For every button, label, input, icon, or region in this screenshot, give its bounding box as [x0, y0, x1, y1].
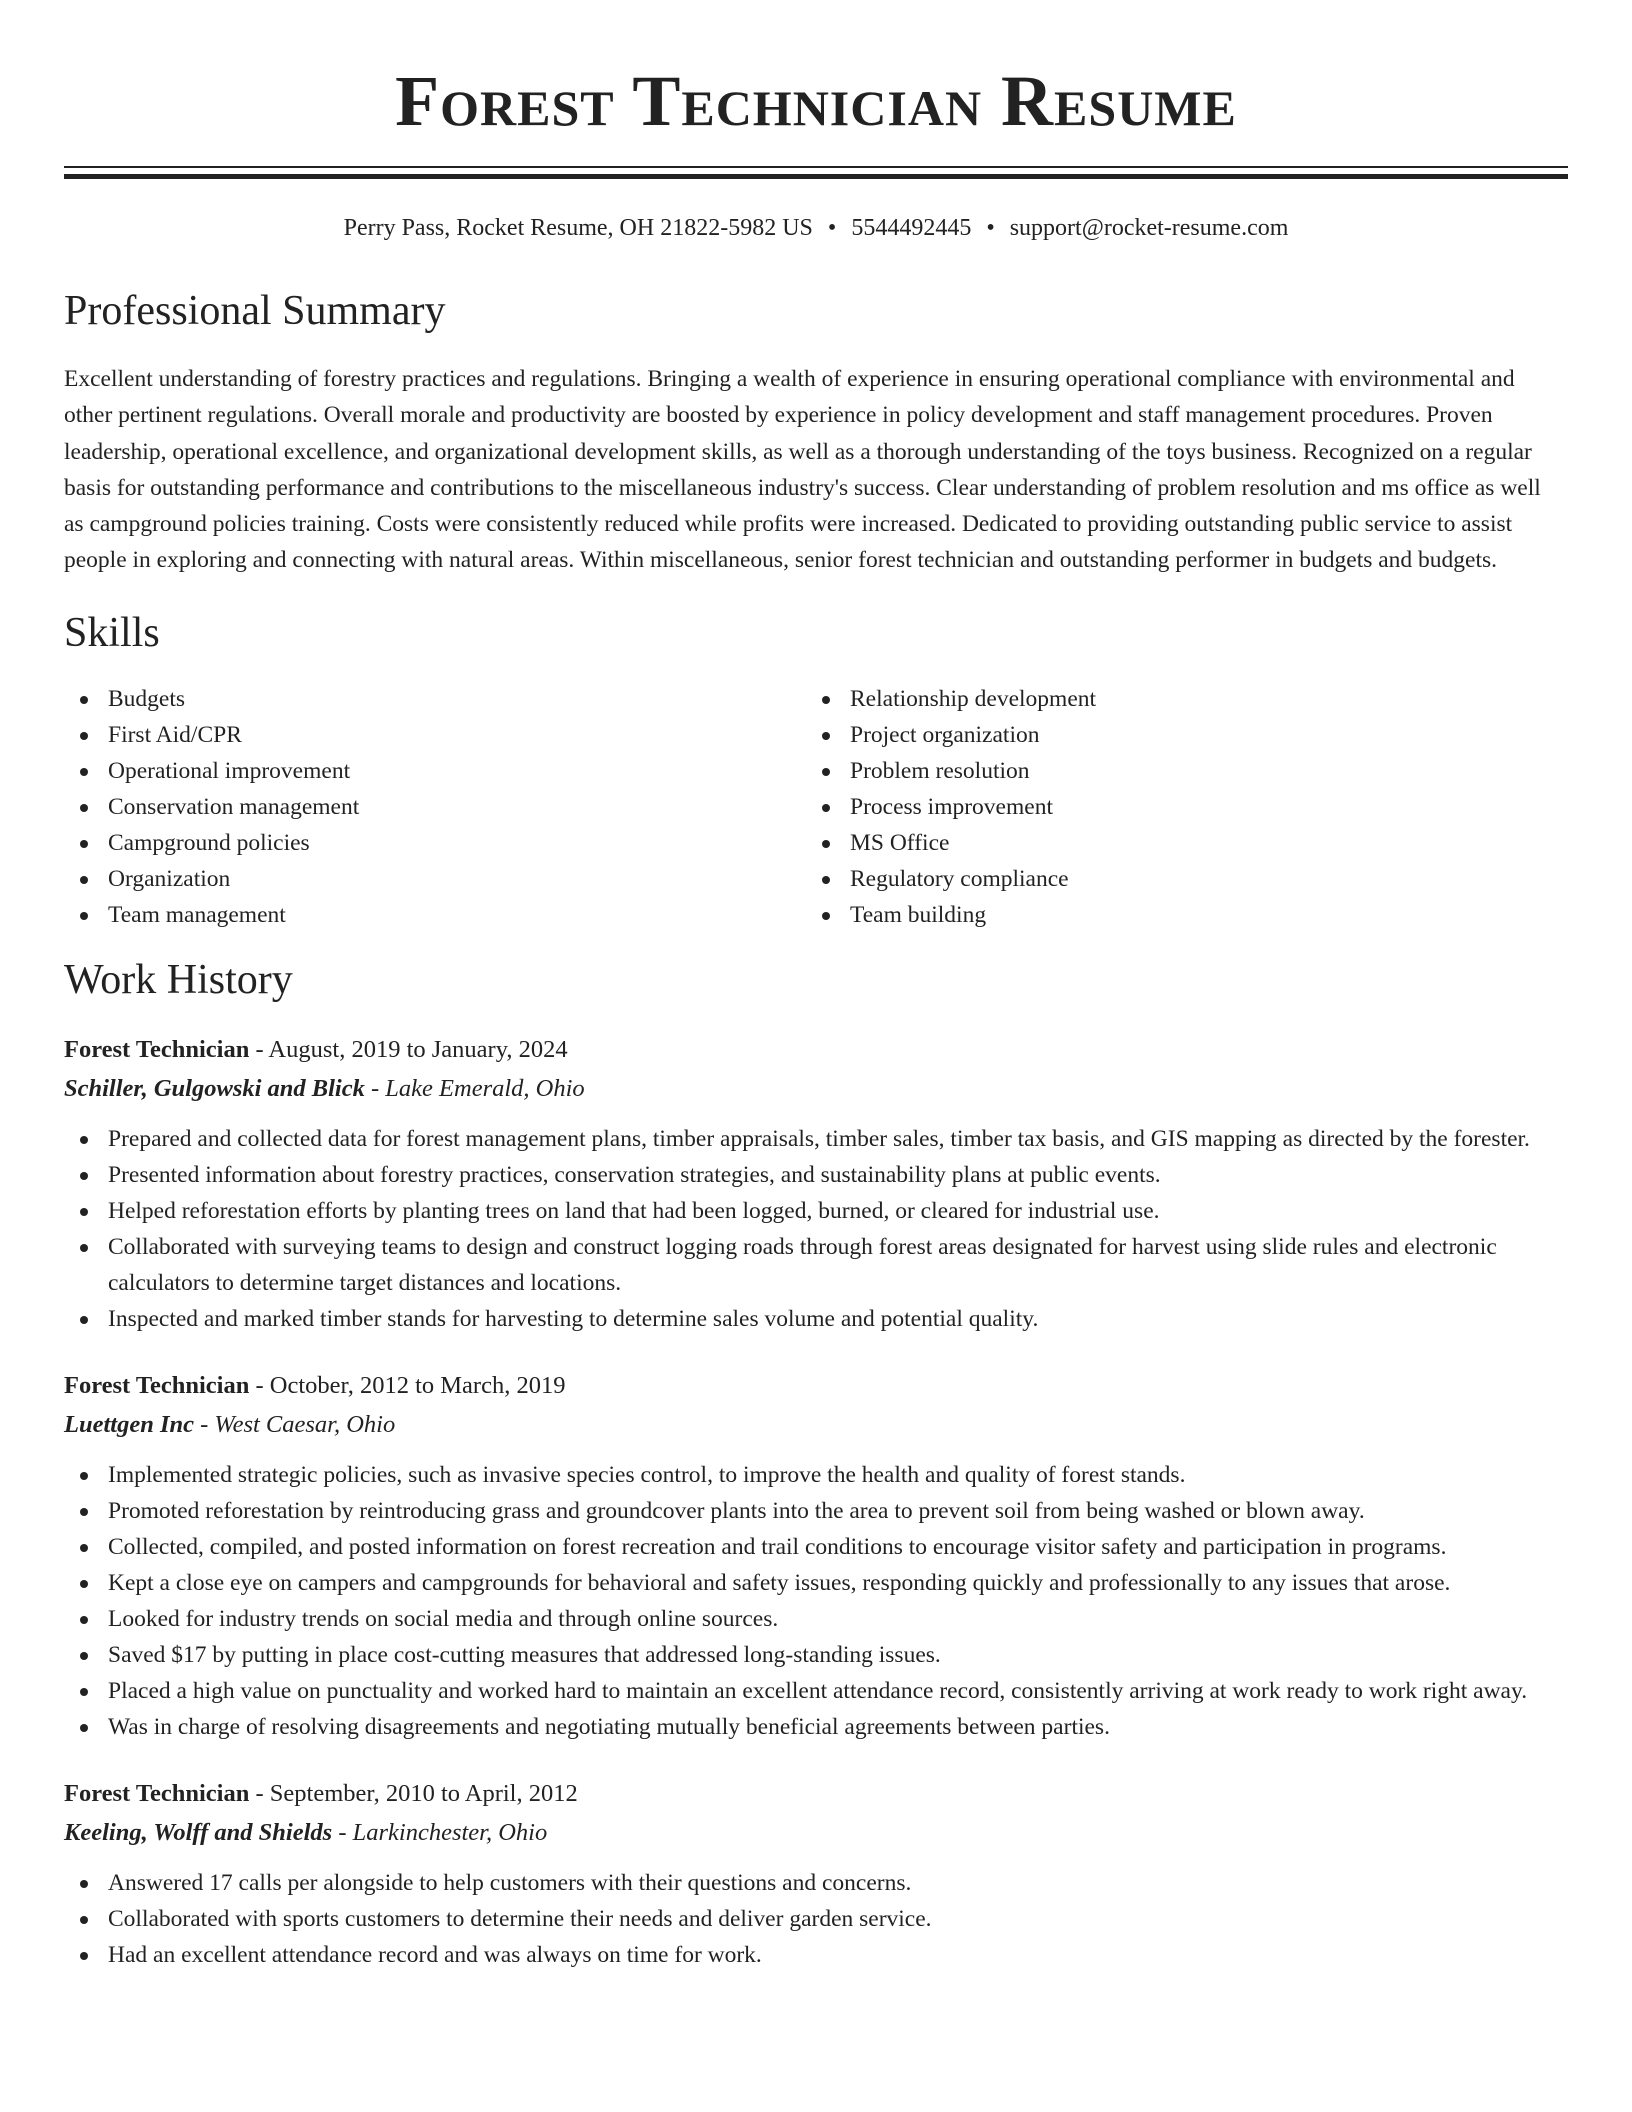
duty-item: Collected, compiled, and posted information on forest recreation and trail conditions to encourage visitor safety and participation in programs.: [64, 1529, 1568, 1565]
skill-item: Regulatory compliance: [806, 861, 1548, 897]
job-entry: [64, 1367, 1568, 1745]
job-company: Schiller, Gulgowski and Blick: [64, 1074, 365, 1102]
duty-item: Had an excellent attendance record and was always on time for work.: [64, 1937, 1568, 1973]
skill-item: Conservation management: [64, 789, 806, 825]
skill-item: Problem resolution: [806, 753, 1548, 789]
duty-item: Looked for industry trends on social media and through online sources.: [64, 1601, 1568, 1637]
skill-item: Team building: [806, 897, 1548, 933]
job-company: Keeling, Wolff and Shields: [64, 1818, 333, 1846]
contact-address: Perry Pass, Rocket Resume, OH 21822-5982 US: [343, 215, 813, 241]
job-role: Forest Technician: [64, 1371, 250, 1399]
resume-title: Forest Technician Resume: [395, 61, 1237, 141]
job-location: Lake Emerald, Ohio: [385, 1074, 585, 1102]
skill-item: MS Office: [806, 825, 1548, 861]
skills-column-right: [806, 681, 1548, 933]
job-entry: [64, 1031, 1568, 1337]
job-dates: September, 2010 to April, 2012: [269, 1779, 578, 1807]
job-role: Forest Technician: [64, 1779, 250, 1807]
duty-item: Implemented strategic policies, such as invasive species control, to improve the health and quality of forest stands.: [64, 1457, 1568, 1493]
duty-item: Kept a close eye on campers and campgrounds for behavioral and safety issues, responding quickly and professionally to any issues that arose.: [64, 1565, 1568, 1601]
skill-item: Campground policies: [64, 825, 806, 861]
duty-item: Saved $17 by putting in place cost-cutting measures that addressed long-standing issues.: [64, 1637, 1568, 1673]
job-dates: October, 2012 to March, 2019: [269, 1371, 566, 1399]
skills-list: [64, 681, 1568, 933]
job-duties: [64, 1457, 1568, 1745]
summary-heading: Professional Summary: [64, 288, 446, 334]
skill-item: Operational improvement: [64, 753, 806, 789]
skill-item: First Aid/CPR: [64, 717, 806, 753]
job-entry: [64, 1775, 1568, 1973]
job-title-line: Forest Technician - September, 2010 to April, 2012: [64, 1779, 578, 1807]
contact-line: [64, 213, 1568, 243]
job-title-line: Forest Technician - August, 2019 to January, 2024: [64, 1035, 568, 1063]
job-dates: August, 2019 to January, 2024: [268, 1035, 568, 1063]
duty-item: Placed a high value on punctuality and worked hard to maintain an excellent attendance record, consistently arriving at work ready to work right away.: [64, 1673, 1568, 1709]
skills-heading: Skills: [64, 609, 160, 656]
duty-item: Inspected and marked timber stands for harvesting to determine sales volume and potential quality.: [64, 1301, 1568, 1337]
job-location: Larkinchester, Ohio: [352, 1818, 548, 1846]
skill-item: Process improvement: [806, 789, 1548, 825]
job-company-line: Luettgen Inc - West Caesar, Ohio: [64, 1410, 396, 1438]
duty-item: Collaborated with surveying teams to design and construct logging roads through forest areas designated for harvest using slide rules and electronic calculators to determine target distances and locations.: [64, 1229, 1568, 1301]
duty-item: Answered 17 calls per alongside to help customers with their questions and concerns.: [64, 1865, 1568, 1901]
title-divider-thick: [64, 174, 1568, 179]
skill-item: Organization: [64, 861, 806, 897]
job-duties: [64, 1865, 1568, 1973]
skill-item: Team management: [64, 897, 806, 933]
job-company-line: Keeling, Wolff and Shields - Larkinchester, Ohio: [64, 1818, 548, 1846]
contact-email: support@rocket-resume.com: [1009, 215, 1289, 241]
work-history-heading: Work History: [64, 956, 293, 1003]
job-role: Forest Technician: [64, 1035, 250, 1063]
contact-separator: •: [827, 215, 837, 241]
skill-item: Budgets: [64, 681, 806, 717]
summary-text: Excellent understanding of forestry practices and regulations. Bringing a wealth of experience in ensuring operational compliance with environmental and other pertinent regulations. Overall morale and productivity are boosted by experience in policy development and staff management procedures. Proven leadership, operational excellence, and organizational development skills, as well as a thorough understanding of the toys business. Recognized on a regular basis for outstanding performance and contributions to the miscellaneous industry's success. Clear understanding of problem resolution and ms office as well as campground policies training. Costs were consistently reduced while profits were increased. Dedicated to providing outstanding public service to assist people in exploring and connecting with natural areas. Within miscellaneous, senior forest technician and outstanding performer in budgets and budgets.: [64, 366, 1541, 574]
duty-item: Helped reforestation efforts by planting trees on land that had been logged, burned, or cleared for industrial use.: [64, 1193, 1568, 1229]
duty-item: Was in charge of resolving disagreements and negotiating mutually beneficial agreements between parties.: [64, 1709, 1568, 1745]
job-location: West Caesar, Ohio: [214, 1410, 396, 1438]
duty-item: Prepared and collected data for forest management plans, timber appraisals, timber sales, timber tax basis, and GIS mapping as directed by the forester.: [64, 1121, 1568, 1157]
duty-item: Collaborated with sports customers to determine their needs and deliver garden service.: [64, 1901, 1568, 1937]
duty-item: Presented information about forestry practices, conservation strategies, and sustainability plans at public events.: [64, 1157, 1568, 1193]
job-duties: [64, 1121, 1568, 1337]
skills-column-left: [64, 681, 806, 933]
skill-item: Relationship development: [806, 681, 1548, 717]
job-company-line: Schiller, Gulgowski and Blick - Lake Emerald, Ohio: [64, 1074, 585, 1102]
skill-item: Project organization: [806, 717, 1548, 753]
contact-separator: •: [986, 215, 995, 241]
duty-item: Promoted reforestation by reintroducing grass and groundcover plants into the area to prevent soil from being washed or blown away.: [64, 1493, 1568, 1529]
job-title-line: Forest Technician - October, 2012 to March, 2019: [64, 1371, 566, 1399]
contact-phone: 5544492445: [851, 215, 972, 241]
job-company: Luettgen Inc: [64, 1410, 194, 1438]
